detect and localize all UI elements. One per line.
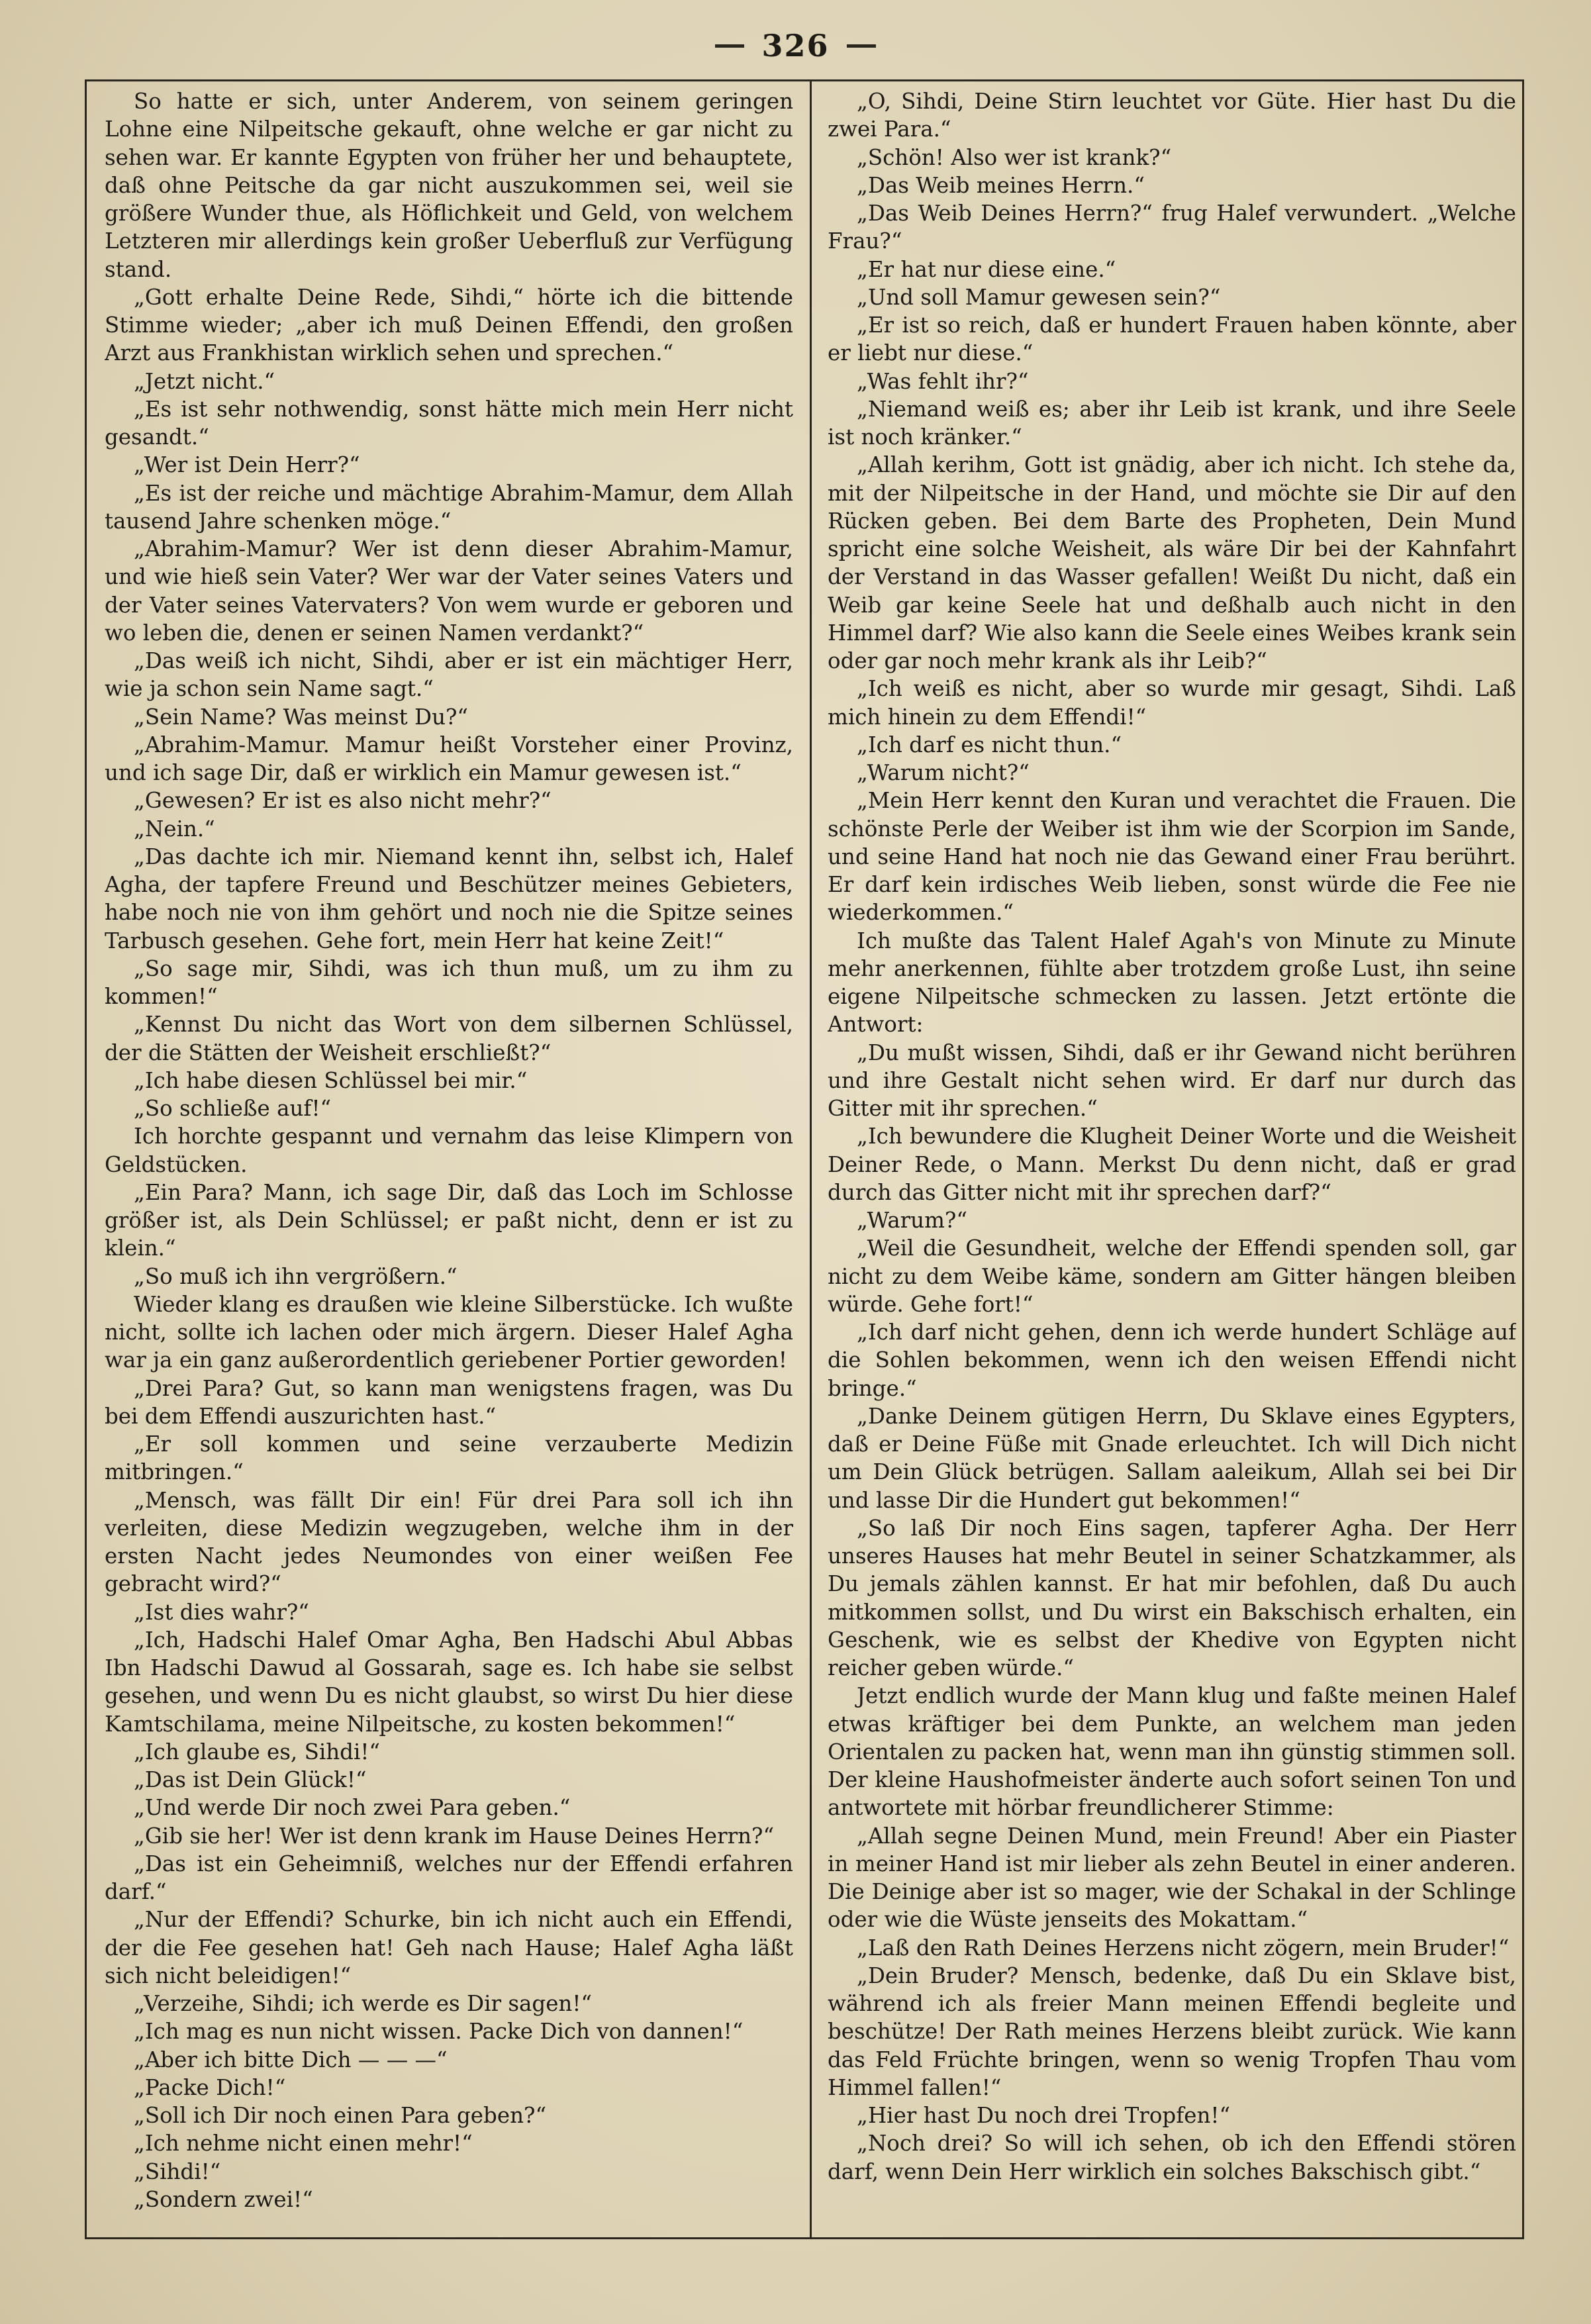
paragraph: „Das ist ein Geheimniß, welches nur der Effendi erfahren darf.“ [105,1851,793,1904]
paragraph: „Er soll kommen und seine verzauberte Medizin mitbringen.“ [105,1431,793,1485]
paragraph: „Wer ist Dein Herr?“ [134,452,360,478]
paragraph: „Ich, Hadschi Halef Omar Agha, Ben Hadschi Abul Abbas Ibn Hadschi Dawud al Gossarah, sage es. Ich habe sie selbst gesehen, und wenn Du es nicht glaubst, so wirst Du hier diese Kamtschilama, meine Nilpeitsche, zu kosten bekommen!“ [105,1627,793,1737]
paragraph: „Danke Deinem gütigen Herrn, Du Sklave eines Egypters, daß er Deine Füße mit Gnade erleuchtet. Ich will Dich nicht um Dein Glück betrügen. Sallam aaleikum, Allah sei bei Dir und lasse Dir die Hundert gut bekommen!“ [828,1403,1516,1513]
paragraph: „Nein.“ [134,816,215,842]
left-column [105,87,793,2233]
paragraph: „Warum nicht?“ [857,760,1030,785]
paragraph: „Du mußt wissen, Sihdi, daß er ihr Gewand nicht berühren und ihre Gestalt nicht sehen wird. Er darf nur durch das Gitter mit ihr sprechen.“ [828,1040,1516,1121]
paragraph: „Ich habe diesen Schlüssel bei mir.“ [134,1067,528,1093]
paragraph: „Er ist so reich, daß er hundert Frauen haben könnte, aber er liebt nur diese.“ [828,313,1516,366]
header-dash-left [715,44,744,48]
paragraph: „Und soll Mamur gewesen sein?“ [857,284,1221,310]
paragraph: „Niemand weiß es; aber ihr Leib ist krank, und ihre Seele ist noch kränker.“ [828,396,1516,450]
paragraph: „So laß Dir noch Eins sagen, tapferer Agha. Der Herr unseres Hauses hat mehr Beutel in seiner Schatzkammer, als Du jemals zählen kannst. Er hat mir befohlen, daß Du auch mitkommen sollst, und Du wirst ein Bakschisch erhalten, ein Geschenk, wie es selbst der Khedive von Egypten nicht reicher geben würde.“ [828,1515,1516,1680]
paragraph: „Es ist sehr nothwendig, sonst hätte mich mein Herr nicht gesandt.“ [105,396,793,450]
paragraph: „Weil die Gesundheit, welche der Effendi spenden soll, gar nicht zu dem Weibe käme, sondern am Gitter hängen bleiben würde. Gehe fort!“ [828,1235,1516,1317]
paragraph: „Es ist der reiche und mächtige Abrahim-Mamur, dem Allah tausend Jahre schenken möge.“ [105,480,793,534]
paragraph: „Das weiß ich nicht, Sihdi, aber er ist ein mächtiger Herr, wie ja schon sein Name sagt.“ [105,648,793,702]
paragraph: „So sage mir, Sihdi, was ich thun muß, um zu ihm zu kommen!“ [105,955,793,1009]
paragraph: „Hier hast Du noch drei Tropfen!“ [857,2103,1231,2128]
page-header [0,23,1591,69]
paragraph: „Sihdi!“ [134,2158,221,2184]
paragraph: „Laß den Rath Deines Herzens nicht zögern, mein Bruder!“ [857,1935,1510,1961]
paragraph: „Nur der Effendi? Schurke, bin ich nicht auch ein Effendi, der die Fee gesehen hat! Geh nach Hause; Halef Agha läßt sich nicht beleidigen!“ [105,1907,793,1988]
paragraph: „Und werde Dir noch zwei Para geben.“ [134,1795,571,1821]
page-number: 326 [761,28,830,64]
paragraph: „Gott erhalte Deine Rede, Sihdi,“ hörte ich die bittende Stimme wieder; „aber ich muß Deinen Effendi, den großen Arzt aus Frankhistan wirklich sehen und sprechen.“ [105,284,793,366]
paragraph: „Gib sie her! Wer ist denn krank im Hause Deines Herrn?“ [134,1823,775,1849]
paragraph: „Mensch, was fällt Dir ein! Für drei Para soll ich ihn verleiten, diese Medizin wegzugeben, welche ihm in der ersten Nacht jedes Neumondes von einer weißen Fee gebracht wird?“ [105,1487,793,1597]
paragraph: „Das Weib Deines Herrn?“ frug Halef verwundert. „Welche Frau?“ [828,201,1516,254]
paragraph: „Verzeihe, Sihdi; ich werde es Dir sagen!“ [134,1991,593,2016]
paragraph: „Das dachte ich mir. Niemand kennt ihn, selbst ich, Halef Agha, der tapfere Freund und Beschützer meines Gebieters, habe noch nie von ihm gehört und noch nie die Spitze seines Tarbusch gesehen. Gehe fort, mein Herr hat keine Zeit!“ [105,844,793,953]
paragraph: „Gewesen? Er ist es also nicht mehr?“ [134,788,552,814]
paragraph: Wieder klang es draußen wie kleine Silberstücke. Ich wußte nicht, sollte ich lachen oder mich ärgern. Dieser Halef Agha war ja ein ganz außerordentlich geriebener Portier geworden! [105,1291,793,1373]
paragraph: „Warum?“ [857,1208,967,1233]
paragraph: „Das Weib meines Herrn.“ [857,172,1145,198]
paragraph: „Ich weiß es nicht, aber so wurde mir gesagt, Sihdi. Laß mich hinein zu dem Effendi!“ [828,676,1516,730]
paragraph: „Abrahim-Mamur. Mamur heißt Vorsteher einer Provinz, und ich sage Dir, daß er wirklich ein Mamur gewesen ist.“ [105,732,793,785]
paragraph: „Ein Para? Mann, ich sage Dir, daß das Loch im Schlosse größer ist, als Dein Schlüssel; er paßt nicht, denn er ist zu klein.“ [105,1179,793,1261]
paragraph: „Er hat nur diese eine.“ [857,256,1116,282]
column-divider [810,79,812,2239]
paragraph: „Schön! Also wer ist krank?“ [857,144,1172,170]
paragraph: „Ich glaube es, Sihdi!“ [134,1739,381,1765]
paragraph: „Abrahim-Mamur? Wer ist denn dieser Abrahim-Mamur, und wie hieß sein Vater? Wer war der Vater seines Vaters und der Vater seines Vatervaters? Von wem wurde er geboren und wo leben die, denen er seinen Namen verdankt?“ [105,536,793,646]
paragraph: „Ich bewundere die Klugheit Deiner Worte und die Weisheit Deiner Rede, o Mann. Merkst Du denn nicht, daß er grad durch das Gitter nicht mit ihr sprechen darf?“ [828,1124,1516,1205]
paragraph: Jetzt endlich wurde der Mann klug und faßte meinen Halef etwas kräftiger bei dem Punkte, an welchem man jeden Orientalen zu packen hat, wenn man ihn günstig stimmen soll. Der kleine Haushofmeister änderte auch sofort seinen Ton und antwortete mit hörbar freundlicherer Stimme: [828,1683,1516,1821]
paragraph: „Packe Dich!“ [134,2074,286,2100]
paragraph: Ich mußte das Talent Halef Agah's von Minute zu Minute mehr anerkennen, fühlte aber trotzdem große Lust, ihn seine eigene Nilpeitsche schmecken zu lassen. Jetzt ertönte die Antwort: [828,928,1516,1038]
right-column [828,87,1516,2233]
paragraph: „Ist dies wahr?“ [134,1599,309,1625]
paragraph: „Sein Name? Was meinst Du?“ [134,704,469,730]
paragraph: „Kennst Du nicht das Wort von dem silbernen Schlüssel, der die Stätten der Weisheit erschließt?“ [105,1012,793,1065]
paragraph: „Aber ich bitte Dich — — —“ [134,2047,448,2072]
paragraph: „Dein Bruder? Mensch, bedenke, daß Du ein Sklave bist, während ich als freier Mann meinen Effendi begleite und beschütze! Der Rath meines Herzens bleibt zurück. Wie kann das Feld Früchte bringen, wenn so wenig Tropfen Thau vom Himmel fallen!“ [828,1962,1516,2100]
paragraph: „Das ist Dein Glück!“ [134,1767,367,1792]
paragraph: „Allah kerihm, Gott ist gnädig, aber ich nicht. Ich stehe da, mit der Nilpeitsche in der Hand, und möchte sie Dir auf den Rücken geben. Bei dem Barte des Propheten, Dein Mund spricht eine solche Weisheit, als wäre Dir bei der Kahnfahrt der Verstand in das Wasser gefallen! Weißt Du nicht, daß ein Weib gar keine Seele hat und deßhalb auch nicht in den Himmel darf? Wie also kann die Seele eines Weibes krank sein oder gar noch mehr krank als ihr Leib?“ [828,452,1516,673]
paragraph: „Ich darf es nicht thun.“ [857,732,1122,757]
paragraph: „Drei Para? Gut, so kann man wenigstens fragen, was Du bei dem Effendi auszurichten hast.“ [105,1375,793,1429]
paragraph: „Mein Herr kennt den Kuran und verachtet die Frauen. Die schönste Perle der Weiber ist ihm wie der Scorpion im Sande, und seine Hand hat noch nie das Gewand einer Frau berührt. Er darf kein irdisches Weib lieben, sonst würde die Fee nie wiederkommen.“ [828,788,1516,926]
paragraph: „Noch drei? So will ich sehen, ob ich den Effendi stören darf, wenn Dein Herr wirklich ein solches Bakschisch gibt.“ [828,2131,1516,2184]
paragraph: So hatte er sich, unter Anderem, von seinem geringen Lohne eine Nilpeitsche gekauft, ohne welche er gar nicht zu sehen war. Er kannte Egypten von früher her und behauptete, daß ohne Peitsche da gar nicht auszukommen sei, weil sie größere Wunder thue, als Höflichkeit und Geld, von welchem Letzteren mir allerdings kein großer Ueberfluß zur Verfügung stand. [105,89,793,282]
paragraph: „Ich darf nicht gehen, denn ich werde hundert Schläge auf die Sohlen bekommen, wenn ich den weisen Effendi nicht bringe.“ [828,1320,1516,1401]
paragraph: „Ich mag es nun nicht wissen. Packe Dich von dannen!“ [134,2019,744,2045]
paragraph: Ich horchte gespannt und vernahm das leise Klimpern von Geldstücken. [105,1124,793,1177]
paragraph: „Allah segne Deinen Mund, mein Freund! Aber ein Piaster in meiner Hand ist mir lieber als zehn Beutel in einer anderen. Die Deinige aber ist so mager, wie der Schakal in der Schlinge oder wie die Wüste jenseits des Mokattam.“ [828,1823,1516,1933]
paragraph: „So muß ich ihn vergrößern.“ [134,1263,458,1289]
paragraph: „Was fehlt ihr?“ [857,368,1029,394]
paragraph: „Soll ich Dir noch einen Para geben?“ [134,2103,547,2128]
paragraph: „Jetzt nicht.“ [134,368,275,394]
header-dash-right [847,44,876,48]
paragraph: „Sondern zwei!“ [134,2186,313,2212]
paragraph: „Ich nehme nicht einen mehr!“ [134,2131,473,2156]
paragraph: „O, Sihdi, Deine Stirn leuchtet vor Güte. Hier hast Du die zwei Para.“ [828,89,1516,142]
paragraph: „So schließe auf!“ [134,1096,332,1121]
